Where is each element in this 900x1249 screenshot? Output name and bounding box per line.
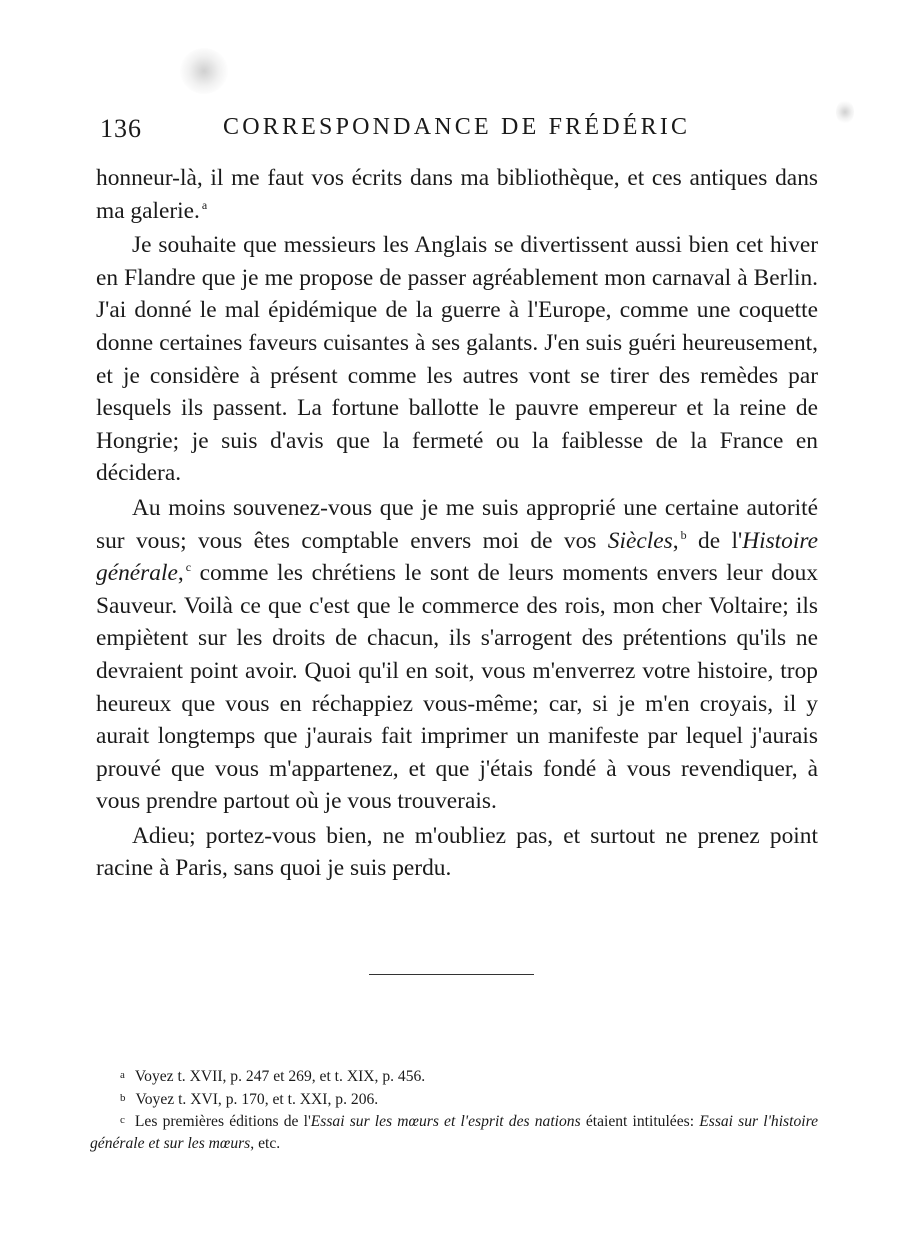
footnote-mark: a bbox=[120, 1069, 125, 1081]
footnote-reference: c bbox=[185, 560, 192, 575]
footnote-mark: c bbox=[120, 1114, 125, 1126]
paragraph-text: Adieu; portez-vous bien, ne m'oubliez pas, et surtout ne prenez point racine à Paris, sans quoi je suis perdu. bbox=[96, 822, 818, 882]
footnote bbox=[90, 1065, 818, 1088]
footnote-reference: a bbox=[201, 197, 208, 212]
section-divider bbox=[369, 974, 534, 975]
footnote bbox=[90, 1110, 818, 1154]
running-title: CORRESPONDANCE DE FRÉDÉRIC bbox=[223, 114, 691, 140]
paragraph-text: comme les chrétiens le sont de leurs moments envers leur doux Sauveur. Voilà ce que c'est que le commerce des rois, mon cher Voltaire; ils empiètent sur les droits de chacun, ils s'arrogent des prétentions qu'ils ne devraient point avoir. Quoi qu'il en soit, vous m'enverrez votre histoire, trop heureux que vous en réchappiez vous-même; car, si je m'en croyais, il y aurait longtemps que j'aurais fait imprimer un manifeste par lequel j'aurais prouvé que vous m'appartenez, et que j'étais fondé à vous revendiquer, à vous prendre partout où je vous trouverais. bbox=[96, 560, 818, 815]
footnote-reference: b bbox=[680, 527, 687, 542]
footnote-text: Voyez t. XVI, p. 170, et t. XXI, p. 206. bbox=[135, 1090, 379, 1108]
footnote-text: , etc. bbox=[250, 1134, 281, 1152]
paragraph bbox=[96, 162, 818, 227]
footnote-text: étaient intitulées: bbox=[580, 1113, 700, 1130]
footnote bbox=[90, 1088, 818, 1111]
paper-speck bbox=[180, 48, 228, 94]
paragraph-text: Au moins souvenez-vous que je me suis approprié une certaine autorité sur vous; vous êtes comptable envers moi de vos bbox=[96, 494, 818, 554]
paragraph-text: Je souhaite que messieurs les Anglais se divertissent aussi bien cet hiver en Flandre que je me propose de passer agréablement mon carnaval à Berlin. J'ai donné le mal épidémique de la guerre à l'Europe, comme une coquette donne certaines faveurs cuisantes à ses galants. J'en suis guéri heureusement, et je considère à présent comme les autres vont se tirer des remèdes par lesquels ils passent. La fortune ballotte le pauvre empereur et la reine de Hongrie; je suis d'avis que la fermeté ou la faiblesse de la France en décidera. bbox=[96, 232, 818, 487]
paragraph-text: honneur-là, il me faut vos écrits dans ma bibliothèque, et ces antiques dans ma galerie. bbox=[96, 165, 818, 224]
work-title: Essai sur l'histoire générale et sur les mœurs bbox=[90, 1113, 818, 1152]
paragraph: Au moins souvenez-vous que je me suis approprié une certaine autorité sur vous; vous êtes comptable envers moi de vos Siècles, $^b$ de l'Histoire générale, $^c$ comme les chrétiens le sont de leurs moments envers leur doux Sauveur. Voilà ce que c'est que le commerce des rois, mon cher Voltaire; ils empiètent sur les droits de chacun, ils s'arrogent des prétentions qu'ils ne devraient point avoir. Quoi qu'il en soit, vous m'enverrez votre histoire, trop heureux que vous en réchappiez vous-même; car, si je m'en croyais, il y aurait longtemps que j'aurais fait imprimer un manifeste par lequel j'aurais prouvé que vous m'appartenez, et que j'étais fondé à vous revendiquer, à vous prendre partout où je vous trouverais. bbox=[96, 494, 818, 815]
footnote-mark: b bbox=[120, 1091, 126, 1104]
paragraph-text: de l' bbox=[698, 527, 743, 554]
paragraph bbox=[96, 229, 818, 490]
footnote-text: Voyez t. XVII, p. 247 et 269, et t. XIX, p. 456. bbox=[134, 1068, 426, 1085]
paper-speck bbox=[836, 100, 854, 124]
running-head bbox=[100, 114, 820, 150]
paragraph bbox=[96, 820, 818, 885]
page-number: 136 bbox=[100, 114, 142, 143]
footnote-text: Les premières éditions de l' bbox=[134, 1113, 311, 1130]
footnotes bbox=[90, 1065, 818, 1154]
work-title: Essai sur les mœurs et l'esprit des nations bbox=[310, 1113, 581, 1130]
work-title: Histoire générale bbox=[96, 527, 818, 587]
letter-body bbox=[96, 162, 818, 885]
work-title: Siècles bbox=[607, 527, 673, 554]
